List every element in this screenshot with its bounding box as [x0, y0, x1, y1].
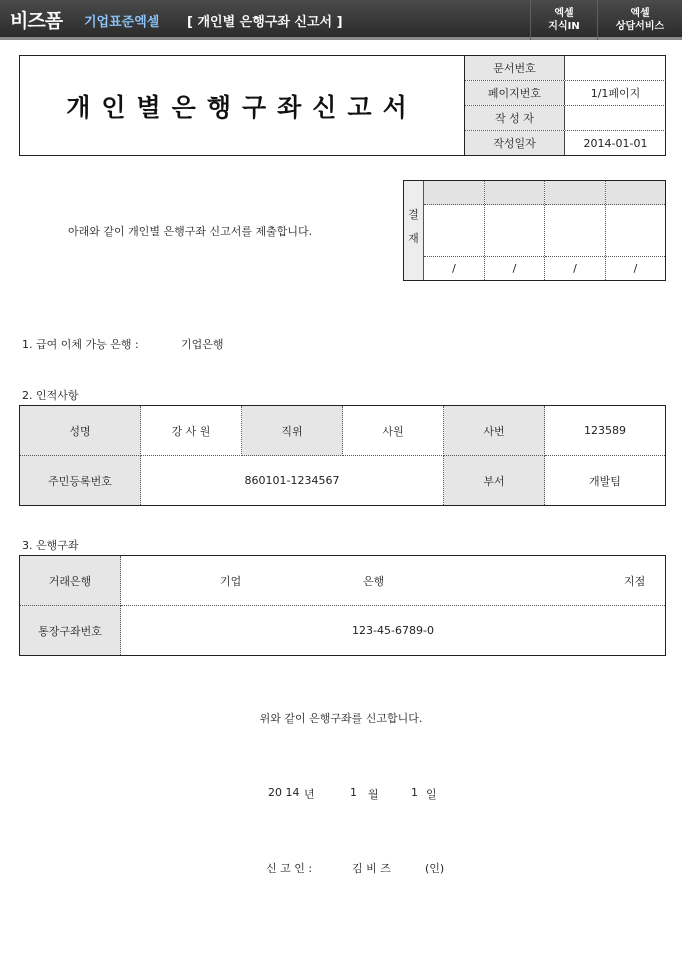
doc-number-label: 문서번호 [465, 56, 565, 80]
section1-bank-value[interactable]: 기업은행 [181, 338, 224, 351]
position-label: 직위 [242, 406, 343, 456]
document-title-bar: [ 개인별 은행구좌 신고서 ] [187, 15, 343, 30]
approval-date-cell[interactable]: / [573, 262, 577, 275]
approval-title-cell[interactable] [545, 181, 605, 205]
approval-date-cell[interactable]: / [633, 262, 638, 275]
bank-label: 거래은행 [20, 556, 121, 606]
intro-text: 아래와 같이 개인별 은행구좌 신고서를 제출합니다. [68, 225, 313, 238]
bank-name-value[interactable]: 기업 [220, 574, 242, 588]
signer-label: 신 고 인 : [266, 862, 313, 875]
approval-title-cell[interactable] [424, 181, 484, 205]
excel-knowledge-in-button[interactable] [530, 0, 597, 40]
branch-word: 지점 [624, 574, 646, 588]
approval-sign-cell[interactable] [485, 205, 544, 257]
department-value[interactable]: 개발팀 [589, 474, 621, 488]
approval-column[interactable] [545, 181, 606, 280]
form-title: 개인별은행구좌신고서 [66, 92, 418, 122]
employee-number-value[interactable]: 123589 [545, 406, 665, 456]
approval-side-bottom: 재 [408, 232, 419, 245]
submission-date [0, 786, 682, 802]
approval-column[interactable] [485, 181, 545, 280]
section2-label: 2. 인적사항 [22, 389, 79, 402]
approval-sign-cell[interactable] [606, 205, 665, 257]
name-label: 성명 [20, 406, 141, 456]
resident-number-label: 주민등록번호 [20, 456, 141, 505]
button-line: 지식IN [548, 21, 580, 32]
section3-label: 3. 은행구좌 [22, 539, 79, 552]
resident-number-value[interactable]: 860101-1234567 [141, 456, 444, 505]
date-written-label: 작성일자 [465, 131, 565, 155]
author-value[interactable] [565, 106, 666, 130]
meta-row [465, 81, 666, 106]
year-unit: 년 [304, 788, 315, 801]
account-number-value[interactable]: 123-45-6789-0 [352, 624, 434, 637]
brand-label: 기업표준엑셀 [84, 15, 160, 30]
year-value[interactable]: 20 14 [268, 786, 300, 799]
page-number-label: 페이지번호 [465, 81, 565, 105]
approval-column[interactable] [424, 181, 485, 280]
meta-row [465, 56, 666, 81]
department-label: 부서 [444, 456, 545, 505]
date-written-value[interactable]: 2014-01-01 [583, 136, 648, 150]
approval-date-cell[interactable]: / [452, 262, 456, 275]
author-label: 작 성 자 [465, 106, 565, 130]
section1-label: 1. 급여 이체 가능 은행 : [22, 338, 139, 351]
month-value[interactable]: 1 [350, 786, 357, 799]
approval-side-top: 결 [408, 208, 419, 221]
approval-sign-cell[interactable] [424, 205, 484, 257]
approval-column[interactable] [606, 181, 665, 280]
closing-statement: 위와 같이 은행구좌를 신고합니다. [259, 712, 423, 725]
bank-value-row[interactable] [121, 556, 665, 606]
meta-row [465, 106, 666, 131]
approval-sign-cell[interactable] [545, 205, 605, 257]
bizforms-logo[interactable]: 비즈폼 [10, 10, 63, 32]
form-header [19, 55, 666, 156]
personal-info-table [19, 405, 666, 506]
button-line: 엑셀 [554, 8, 574, 19]
button-line: 상담서비스 [615, 21, 665, 32]
bank-word: 은행 [363, 574, 385, 588]
doc-number-value[interactable] [565, 56, 666, 80]
excel-consulting-button[interactable] [597, 0, 682, 40]
account-number-label: 통장구좌번호 [20, 606, 121, 655]
approval-side-label [404, 181, 424, 280]
day-unit: 일 [426, 788, 437, 801]
bank-account-table [19, 555, 666, 656]
meta-row [465, 131, 666, 155]
month-unit: 월 [368, 788, 379, 801]
position-value[interactable]: 사원 [343, 406, 444, 456]
approval-title-cell[interactable] [606, 181, 665, 205]
approval-title-cell[interactable] [485, 181, 544, 205]
page-number-value[interactable]: 1/1페이지 [590, 87, 641, 100]
approval-box [403, 180, 666, 281]
employee-number-label: 사번 [444, 406, 545, 456]
signer-line [0, 860, 682, 876]
day-value[interactable]: 1 [411, 786, 418, 799]
name-value[interactable]: 강 사 원 [141, 406, 242, 456]
seal-mark: (인) [425, 862, 445, 875]
approval-date-cell[interactable]: / [512, 262, 517, 275]
signer-name[interactable]: 김 비 즈 [352, 862, 391, 875]
button-line: 엑셀 [630, 8, 650, 19]
top-bar [0, 0, 682, 40]
document-meta-table [464, 56, 665, 155]
